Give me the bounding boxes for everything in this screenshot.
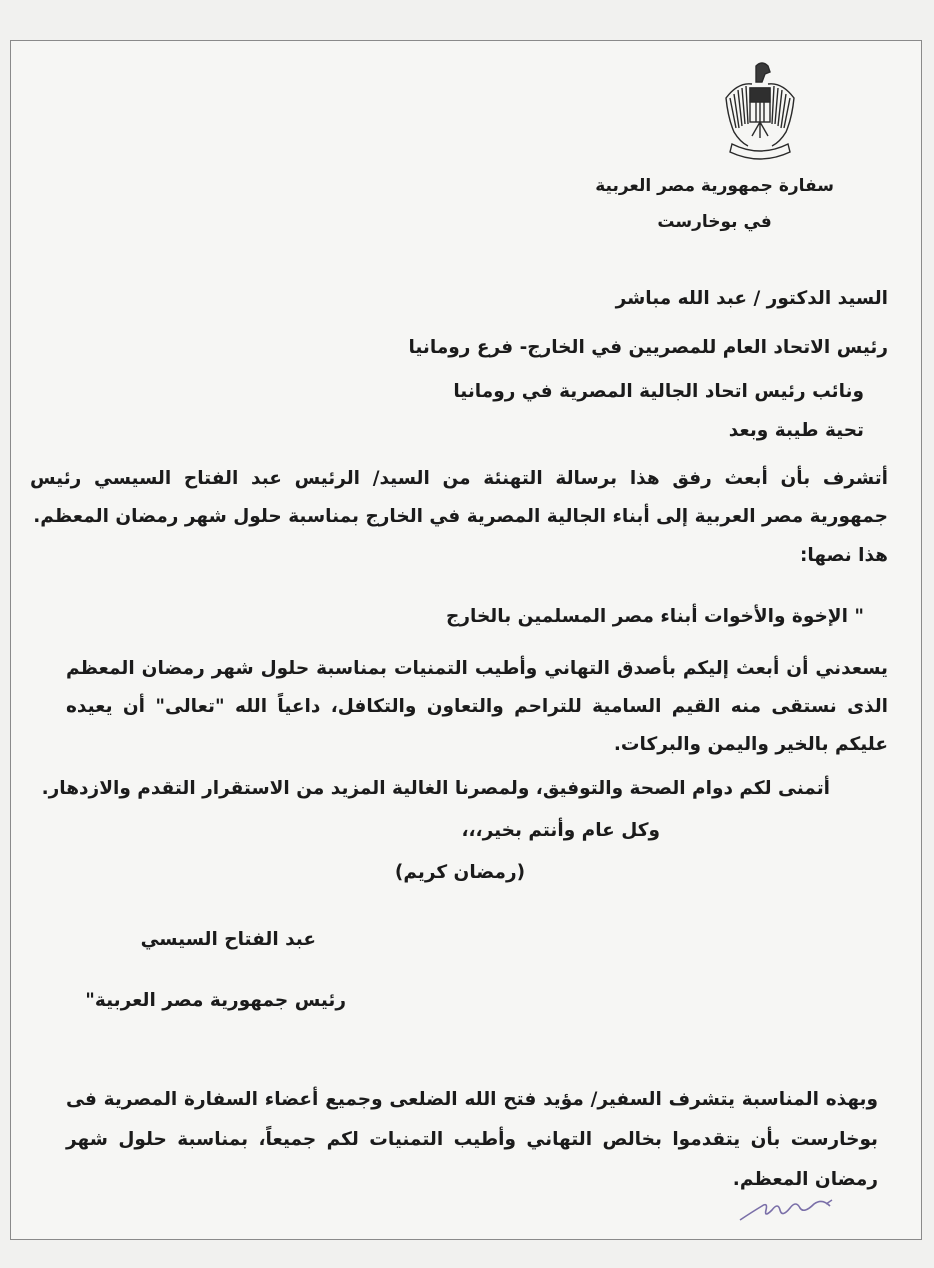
addressee-title: رئيس الاتحاد العام للمصريين في الخارج- فرع رومانيا: [408, 337, 888, 358]
message-closing: وكل عام وأنتم بخير،،،: [461, 820, 660, 841]
message-salutation: " الإخوة والأخوات أبناء مصر المسلمين بالخارج: [446, 606, 864, 627]
embassy-header: [595, 168, 834, 240]
footer-paragraph: وبهذه المناسبة يتشرف السفير/ مؤيد فتح الله الضلعى وجميع أعضاء السفارة المصرية فى بوخارست بأن يتقدموا بخالص التهاني وأطيب التمنيات لكم جميعاً، بمناسبة حلول شهر رمضان المعظم.: [66, 1089, 878, 1190]
ramadan-greeting: (رمضان كريم): [394, 862, 526, 883]
message-body: يسعدني أن أبعث إليكم بأصدق التهاني وأطيب التمنيات بمناسبة حلول شهر رمضان المعظم الذى نستقى منه القيم السامية للتراحم والتعاون والتكافل، داعياً الله "تعالى" أن يعيده عليكم بالخير واليمن والبركات.: [66, 658, 888, 755]
signer-name: عبد الفتاح السيسي: [140, 929, 316, 950]
intro-paragraph: أتشرف بأن أبعث رفق هذا برسالة التهنئة من السيد/ الرئيس عبد الفتاح السيسي رئيس جمهورية مصر العربية إلى أبناء الجالية المصرية في الخارج بمناسبة حلول شهر رمضان المعظم.: [30, 468, 888, 527]
egypt-eagle-emblem-icon: [722, 58, 798, 166]
text-label: هذا نصها:: [799, 545, 888, 566]
greeting: تحية طيبة وبعد: [728, 420, 864, 441]
handwritten-signature-icon: [736, 1192, 846, 1226]
signer-title: رئيس جمهورية مصر العربية": [85, 990, 346, 1011]
addressee-title-2: ونائب رئيس اتحاد الجالية المصرية في رومانيا: [453, 381, 864, 402]
message-wishes: أتمنى لكم دوام الصحة والتوفيق، ولمصرنا الغالية المزيد من الاستقرار التقدم والازدهار.: [41, 778, 830, 799]
embassy-city: في بوخارست: [657, 212, 772, 232]
addressee-name: السيد الدكتور / عبد الله مباشر: [615, 288, 888, 309]
embassy-name: سفارة جمهورية مصر العربية: [595, 176, 834, 196]
